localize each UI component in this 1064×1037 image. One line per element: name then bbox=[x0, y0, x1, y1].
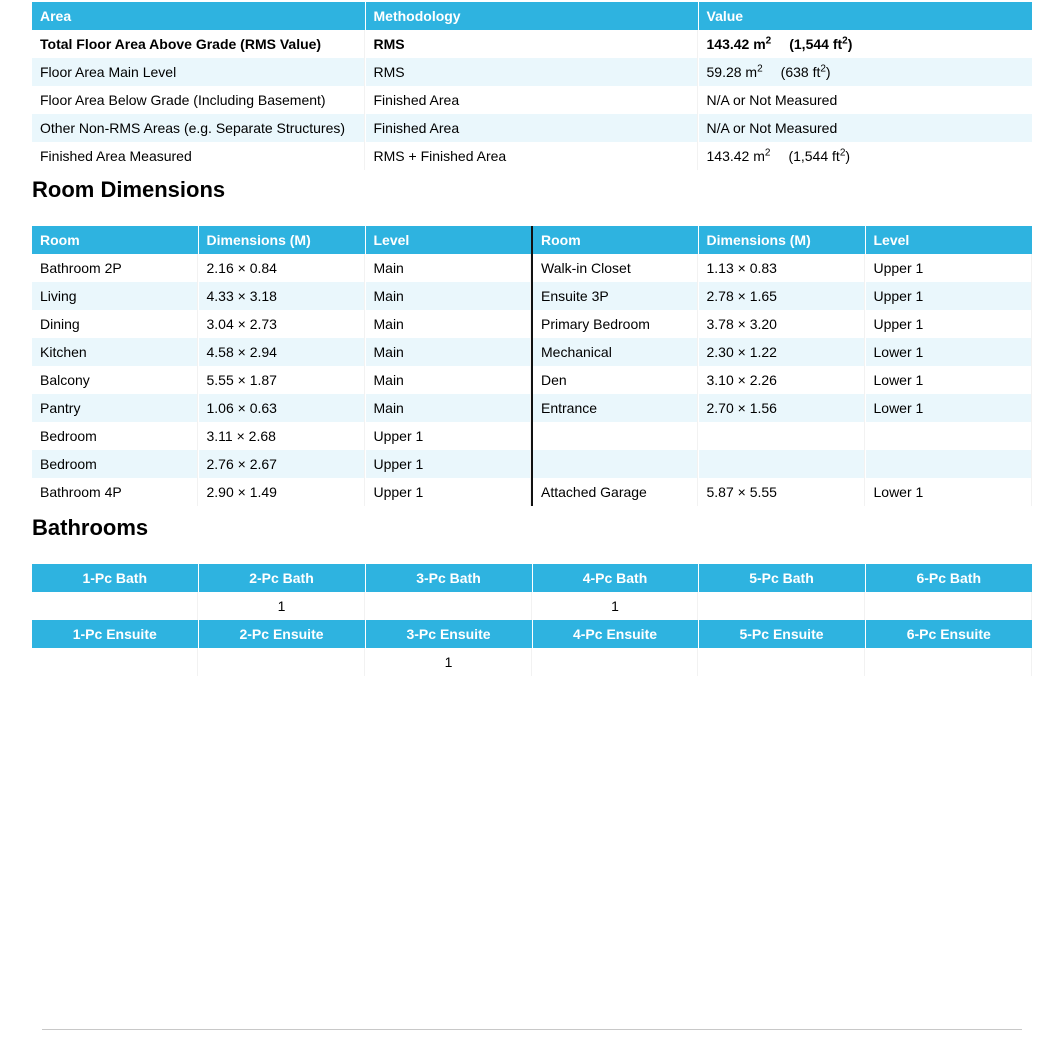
dimensions-col-header: Dimensions (M) bbox=[698, 226, 865, 254]
room-level bbox=[865, 450, 1032, 478]
bathrooms-title: Bathrooms bbox=[32, 515, 149, 540]
room-dimensions: 4.58 × 2.94 bbox=[198, 338, 365, 366]
room-dimensions bbox=[698, 450, 865, 478]
bath-count bbox=[865, 592, 1032, 620]
room-dimensions: 1.13 × 0.83 bbox=[698, 254, 865, 282]
room-dimensions bbox=[698, 422, 865, 450]
room-name: Ensuite 3P bbox=[532, 282, 698, 310]
area-value: 143.42 $m^2$ (1,544 $ft^2$) bbox=[698, 142, 1032, 170]
bath-count: 1 bbox=[532, 592, 698, 620]
room-level: Lower 1 bbox=[865, 394, 1032, 422]
room-col-header: Room bbox=[32, 226, 198, 254]
room-dimensions-table bbox=[32, 226, 1032, 506]
bath-type-header: 3-Pc Bath bbox=[365, 564, 532, 592]
room-dimensions: 3.11 × 2.68 bbox=[198, 422, 365, 450]
room-name: Balcony bbox=[32, 366, 198, 394]
area-name: Finished Area Measured bbox=[32, 142, 365, 170]
room-dimensions: 5.55 × 1.87 bbox=[198, 366, 365, 394]
bath-count: 1 bbox=[365, 648, 532, 676]
area-name: Floor Area Main Level bbox=[32, 58, 365, 86]
room-col-header: Room bbox=[532, 226, 698, 254]
room-level: Upper 1 bbox=[365, 450, 532, 478]
area-method: RMS bbox=[365, 30, 698, 58]
room-row bbox=[32, 478, 1032, 506]
bath-value-row bbox=[32, 592, 1032, 620]
room-name bbox=[532, 450, 698, 478]
area-method: Finished Area bbox=[365, 86, 698, 114]
bath-count bbox=[698, 648, 865, 676]
room-dimensions: 2.16 × 0.84 bbox=[198, 254, 365, 282]
room-name: Living bbox=[32, 282, 198, 310]
room-dimensions: 2.78 × 1.65 bbox=[698, 282, 865, 310]
room-dimensions: 3.78 × 3.20 bbox=[698, 310, 865, 338]
bath-count bbox=[698, 592, 865, 620]
room-level: Lower 1 bbox=[865, 478, 1032, 506]
room-level bbox=[865, 422, 1032, 450]
room-dimensions: 4.33 × 3.18 bbox=[198, 282, 365, 310]
bath-count: 1 bbox=[198, 592, 365, 620]
bath-type-header: 4-Pc Ensuite bbox=[532, 620, 698, 648]
area-row bbox=[32, 142, 1032, 170]
room-dimensions-title: Room Dimensions bbox=[32, 177, 226, 202]
room-level: Lower 1 bbox=[865, 366, 1032, 394]
bath-count bbox=[198, 648, 365, 676]
ensuite-value-row bbox=[32, 648, 1032, 676]
area-row bbox=[32, 30, 1032, 58]
bath-type-header: 2-Pc Ensuite bbox=[198, 620, 365, 648]
room-dimensions: 1.06 × 0.63 bbox=[198, 394, 365, 422]
room-dimensions: 3.04 × 2.73 bbox=[198, 310, 365, 338]
bath-count bbox=[32, 648, 198, 676]
room-row bbox=[32, 254, 1032, 282]
ensuite-header-row bbox=[32, 620, 1032, 648]
room-name: Bedroom bbox=[32, 422, 198, 450]
bath-type-header: 1-Pc Bath bbox=[32, 564, 198, 592]
room-name: Entrance bbox=[532, 394, 698, 422]
bath-type-header: 5-Pc Ensuite bbox=[698, 620, 865, 648]
room-name: Attached Garage bbox=[532, 478, 698, 506]
room-name: Primary Bedroom bbox=[532, 310, 698, 338]
bathrooms-table bbox=[32, 564, 1032, 676]
area-name: Total Floor Area Above Grade (RMS Value) bbox=[32, 30, 365, 58]
room-level: Main bbox=[365, 254, 532, 282]
area-name: Other Non-RMS Areas (e.g. Separate Structures) bbox=[32, 114, 365, 142]
room-name: Walk-in Closet bbox=[532, 254, 698, 282]
room-level: Upper 1 bbox=[865, 282, 1032, 310]
rooms-header-row bbox=[32, 226, 1032, 254]
report-page bbox=[32, 2, 1032, 676]
bath-type-header: 2-Pc Bath bbox=[198, 564, 365, 592]
room-level: Upper 1 bbox=[865, 310, 1032, 338]
room-level: Upper 1 bbox=[865, 254, 1032, 282]
room-level: Main bbox=[365, 366, 532, 394]
room-row bbox=[32, 338, 1032, 366]
room-name: Bathroom 4P bbox=[32, 478, 198, 506]
footer-divider bbox=[42, 1029, 1022, 1030]
area-row bbox=[32, 114, 1032, 142]
bath-type-header: 6-Pc Bath bbox=[865, 564, 1032, 592]
room-dimensions: 2.90 × 1.49 bbox=[198, 478, 365, 506]
room-dimensions: 2.30 × 1.22 bbox=[698, 338, 865, 366]
room-name bbox=[532, 422, 698, 450]
area-value: N/A or Not Measured bbox=[698, 86, 1032, 114]
area-value: 59.28 $m^2$ (638 $ft^2$) bbox=[698, 58, 1032, 86]
room-dimensions: 2.70 × 1.56 bbox=[698, 394, 865, 422]
room-dimensions: 2.76 × 2.67 bbox=[198, 450, 365, 478]
room-name: Bathroom 2P bbox=[32, 254, 198, 282]
room-row bbox=[32, 310, 1032, 338]
area-row bbox=[32, 58, 1032, 86]
bath-header-row bbox=[32, 564, 1032, 592]
area-method: RMS + Finished Area bbox=[365, 142, 698, 170]
bath-count bbox=[865, 648, 1032, 676]
bath-type-header: 1-Pc Ensuite bbox=[32, 620, 198, 648]
bath-type-header: 5-Pc Bath bbox=[698, 564, 865, 592]
room-name: Dining bbox=[32, 310, 198, 338]
room-level: Upper 1 bbox=[365, 478, 532, 506]
room-level: Lower 1 bbox=[865, 338, 1032, 366]
bath-count bbox=[532, 648, 698, 676]
room-row bbox=[32, 450, 1032, 478]
room-row bbox=[32, 394, 1032, 422]
area-value: N/A or Not Measured bbox=[698, 114, 1032, 142]
room-row bbox=[32, 282, 1032, 310]
level-col-header: Level bbox=[865, 226, 1032, 254]
room-level: Main bbox=[365, 282, 532, 310]
room-name: Pantry bbox=[32, 394, 198, 422]
area-row bbox=[32, 86, 1032, 114]
bath-body bbox=[32, 564, 1032, 676]
area-value: 143.42 $m^2$ (1,544 $ft^2$) bbox=[698, 30, 1032, 58]
area-table bbox=[32, 2, 1033, 170]
rooms-body bbox=[32, 254, 1032, 506]
room-name: Mechanical bbox=[532, 338, 698, 366]
dimensions-col-header: Dimensions (M) bbox=[198, 226, 365, 254]
room-row bbox=[32, 422, 1032, 450]
methodology-col-header: Methodology bbox=[365, 2, 698, 30]
room-name: Bedroom bbox=[32, 450, 198, 478]
area-method: RMS bbox=[365, 58, 698, 86]
level-col-header: Level bbox=[365, 226, 532, 254]
room-level: Main bbox=[365, 338, 532, 366]
area-method: Finished Area bbox=[365, 114, 698, 142]
room-name: Den bbox=[532, 366, 698, 394]
bath-type-header: 4-Pc Bath bbox=[532, 564, 698, 592]
room-level: Main bbox=[365, 394, 532, 422]
value-col-header: Value bbox=[698, 2, 1032, 30]
room-level: Main bbox=[365, 310, 532, 338]
area-col-header: Area bbox=[32, 2, 365, 30]
room-level: Upper 1 bbox=[365, 422, 532, 450]
bath-type-header: 3-Pc Ensuite bbox=[365, 620, 532, 648]
room-dimensions: 3.10 × 2.26 bbox=[698, 366, 865, 394]
room-row bbox=[32, 366, 1032, 394]
bath-count bbox=[365, 592, 532, 620]
room-name: Kitchen bbox=[32, 338, 198, 366]
bath-count bbox=[32, 592, 198, 620]
area-name: Floor Area Below Grade (Including Basement) bbox=[32, 86, 365, 114]
bath-type-header: 6-Pc Ensuite bbox=[865, 620, 1032, 648]
area-header-row bbox=[32, 2, 1032, 30]
room-dimensions: 5.87 × 5.55 bbox=[698, 478, 865, 506]
